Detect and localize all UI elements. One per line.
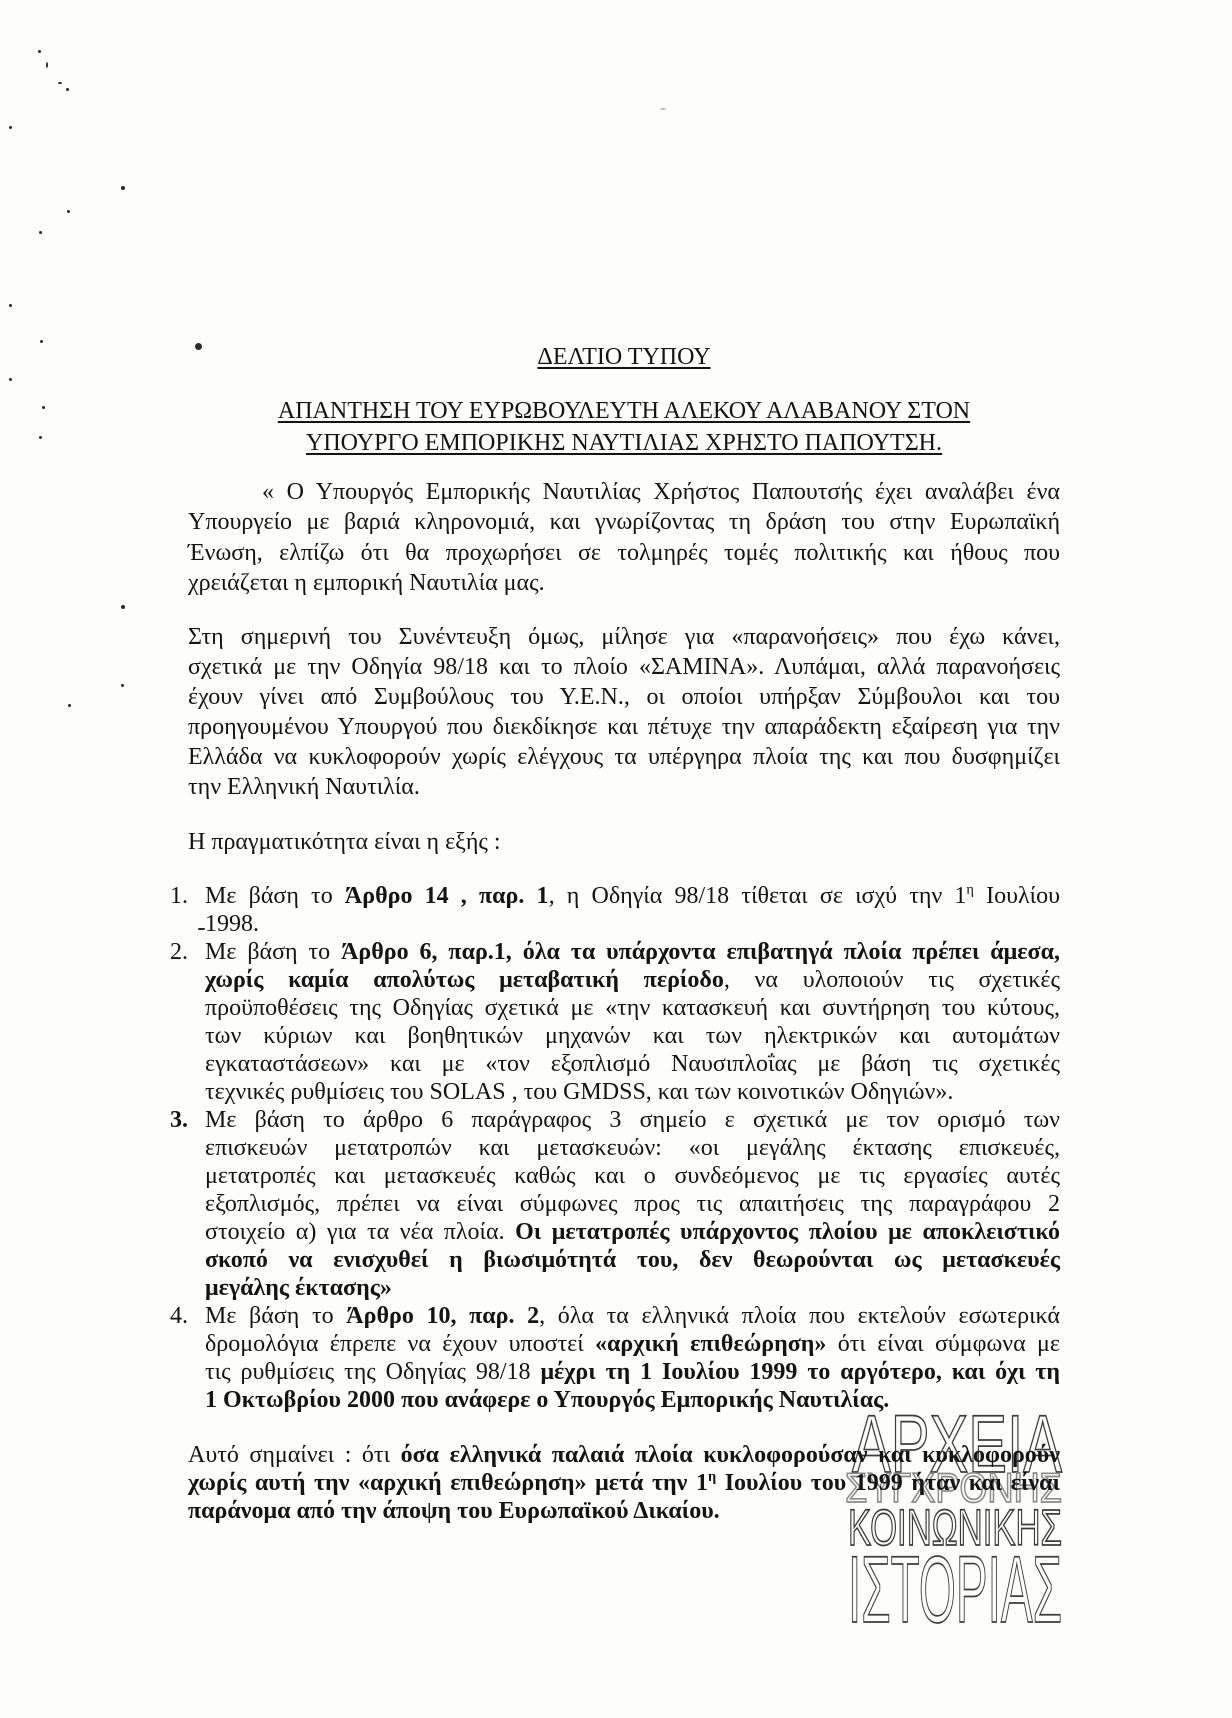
text-segment: Με βάση το [205,939,342,965]
text-segment: εξοπλισμός, πρέπει να είναι σύμφωνες προς τις απαιτήσεις της παραγράφου 2 [205,1191,1060,1217]
bold-segment: σκοπό να ενισχυθεί η βιωσιμότητά του, δεν θεωρούνται ως μετασκευές [205,1247,1060,1273]
bold-segment: Άρθρο 6, παρ.1, όλα τα υπάρχοντα επιβατηγά πλοία πρέπει άμεσα, [341,939,1060,965]
bold-segment: μεγάλης έκτασης» [205,1275,392,1301]
text-segment: δρομολόγια έπρεπε να έχουν υποστεί [205,1331,596,1357]
text-line [205,1330,1060,1358]
text-segment: Με βάση το [205,883,345,909]
text-line [205,1134,1060,1162]
scan-speck [42,406,45,409]
list-number: 1. [170,883,188,909]
bold-segment: Οι μετατροπές υπάρχοντος πλοίου με αποκλειστικό [515,1219,1060,1245]
scan-speck [40,340,43,343]
list-number: 3. [170,1107,188,1133]
text-line [205,938,1060,966]
text-line: προηγουμένου Υπουργού που διεκδίκησε και πέτυχε την απαράδεκτη εξαίρεση για την [188,714,1060,740]
bold-segment: χωρίς καμία απολύτως μεταβατική περίοδο [205,967,724,993]
text-line [205,1022,1060,1050]
text-line: Η πραγματικότητα είναι η εξής : [188,829,501,855]
scan-speck [68,704,71,707]
scan-speck [9,126,12,129]
text-line: την Ελληνική Ναυτιλία. [188,774,420,800]
bold-segment: «αρχική επιθεώρηση» [595,1331,827,1357]
text-segment: ότι είναι σύμφωνα με [826,1331,1060,1357]
text-line [205,910,1060,938]
text-line: Ελλάδα να κυκλοφορούν χωρίς ελέγχους τα υπέργηρα πλοία της και που δυσφημίζει [188,744,1060,770]
bold-segment: μέχρι τη 1 Ιουλίου 1999 το αργότερο, και όχι τη [540,1359,1060,1385]
scan-speck [660,108,666,110]
scan-speck [9,304,12,307]
scan-speck [121,684,124,687]
text-segment: Με βάση το [205,1303,347,1329]
stamp-line: ΣΥΓΧΡΟΝΗΣ [845,1464,1062,1511]
list-item [170,938,1060,1106]
text-line: Στη σημερινή του Συνέντευξη όμως, μίλησε για «παρανοήσεις» που έχω κάνει, [188,624,1060,650]
text-line [205,1106,1060,1134]
subtitle-line [188,427,1060,459]
stamp-line: ΑΡΧΕΙΑ [852,1400,1063,1490]
text-segment: 1998. [205,911,259,937]
list-number: 2. [170,939,188,965]
list-item [170,1302,1060,1414]
scan-speck [67,210,70,213]
text-segment: , η Οδηγία 98/18 τίθεται σε ισχύ την 1 [548,883,967,909]
text-line [205,1274,1060,1302]
bold-segment: Άρθρο 10, παρ. 2 [346,1303,540,1329]
text-segment: εγκαταστάσεων» και με «τον εξοπλισμό Ναυσιπλοΐας με βάση τις σχετικές [205,1051,1060,1077]
bold-segment: Ιουλίου του 1999 ήταν και είναι [716,1470,1060,1496]
bold-segment: 1 Οκτωβρίου 2000 που ανάφερε ο Υπουργός Εμπορικής Ναυτιλίας. [205,1387,890,1413]
text-line: χρειάζεται η εμπορική Ναυτιλία μας. [188,570,545,597]
text-segment: στοιχείο α) για τα νέα πλοία. [205,1219,516,1245]
scan-speck [121,186,125,190]
conclusion-paragraph [188,1441,1060,1525]
subtitle-text: ΑΠΑΝΤΗΣΗ ΤΟΥ ΕΥΡΩΒΟΥΛΕΥΤΗ ΑΛΕΚΟΥ ΑΛΑΒΑΝΟΥ ΣΤΟΝ [277,398,971,424]
list-item [170,1106,1060,1302]
scan-speck [66,88,69,91]
text-segment: τεχνικές ρυθμίσεις του SOLAS , του GMDSS, και των κοινοτικών Οδηγιών». [205,1079,954,1105]
document-title-text: ΔΕΛΤΙΟ ΤΥΠΟΥ [537,344,711,370]
text-line [188,1497,1060,1525]
bold-segment: Άρθρο 14 , παρ. 1 [344,883,549,909]
bold-segment: παράνομα από την άποψη του Ευρωπαϊκού Δικαίου. [188,1498,720,1524]
text-line [205,1246,1060,1274]
text-line [188,1469,1060,1497]
scan-speck [39,436,42,439]
text-line: « Ο Υπουργός Εμπορικής Ναυτιλίας Χρήστος Παπουτσής έχει αναλάβει ένα [262,479,1060,505]
stamp-line: ΙΣΤΟΡΙΑΣ [848,1537,1062,1630]
list-item [170,882,1060,938]
text-segment: , όλα τα ελληνικά πλοία που εκτελούν εσωτερικά [539,1303,1060,1329]
text-line [205,1162,1060,1190]
text-line [205,1218,1060,1246]
text-segment: των κύριων και βοηθητικών μηχανών και των ηλεκτρικών και αυτομάτων [205,1023,1060,1049]
scan-speck [38,50,41,53]
document-title [188,342,1060,372]
text-line: έχουν γίνει από Συμβούλους του Υ.Ε.Ν., οι οποίοι υπήρξαν Σύμβουλοι και του [188,684,1060,710]
stamp-line: ΚΟΙΝΩΝΙΚΗΣ [848,1499,1062,1556]
text-segment: επισκευών μετατροπών και μετασκευών: «οι μεγάλης έκτασης επισκευές, [205,1135,1060,1161]
subtitle-text: ΥΠΟΥΡΓΟ ΕΜΠΟΡΙΚΗΣ ΝΑΥΤΙΛΙΑΣ ΧΡΗΣΤΟ ΠΑΠΟΥΤΣΗ. [306,430,942,456]
scan-speck [121,605,125,609]
reply-paragraph [188,622,1060,802]
text-segment: τις ρυθμίσεις της Οδηγίας 98/18 [205,1359,541,1385]
scan-speck [46,62,48,68]
text-segment: Με βάση το άρθρο 6 παράγραφος 3 σημείο ε σχετικά με τον ορισμό των [205,1107,1060,1133]
text-line: σχετικά με την Οδηγία 98/18 και το πλοίο «ΣΑΜΙΝΑ». Λυπάμαι, αλλά παρανοήσεις [188,654,1060,680]
superscript-segment: η [707,1469,717,1485]
reality-heading [188,827,1060,857]
text-line [205,1302,1060,1330]
text-segment: Αυτό σημαίνει : ότι [188,1442,401,1468]
intro-paragraph [188,477,1060,599]
text-line: Ένωση, ελπίζω ότι θα προχωρήσει σε τολμηρές τομές πολιτικής και ήθους που [188,539,1060,566]
list-number: 4. [170,1303,188,1329]
text-line [205,1190,1060,1218]
bold-segment: όσα ελληνικά παλαιά πλοία κυκλοφορούσαν και κυκλοφορούν [400,1442,1060,1468]
text-segment: , να υλοποιούν τις σχετικές [723,967,1060,993]
bold-segment: χωρίς αυτή την «αρχική επιθεώρηση» μετά την 1 [188,1470,708,1496]
text-line [188,1441,1060,1469]
text-segment: μετατροπές και μετασκευές καθώς και ο συνδεόμενος με τις εργασίες αυτές [205,1163,1060,1189]
text-line [205,1078,1060,1106]
text-line [205,1358,1060,1386]
text-line: Υπουργείο με βαριά κληρονομιά, και γνωρίζοντας τη δράση του στην Ευρωπαϊκή [188,509,1060,536]
numbered-list [170,882,1060,1414]
document-subtitle [188,395,1060,459]
subtitle-line [188,395,1060,427]
text-segment: προϋποθέσεις της Οδηγίας σχετικά με «την κατασκευή και συντήρηση του κύτους, [205,995,1060,1021]
text-segment: Ιουλίου [973,883,1060,909]
text-line [205,1386,1060,1414]
text-line [205,966,1060,994]
text-line [205,882,1060,910]
scan-speck [9,378,12,381]
scan-speck [58,82,62,84]
superscript-segment: η [966,882,974,898]
text-line [205,994,1060,1022]
scan-speck [39,231,42,234]
text-line [205,1050,1060,1078]
